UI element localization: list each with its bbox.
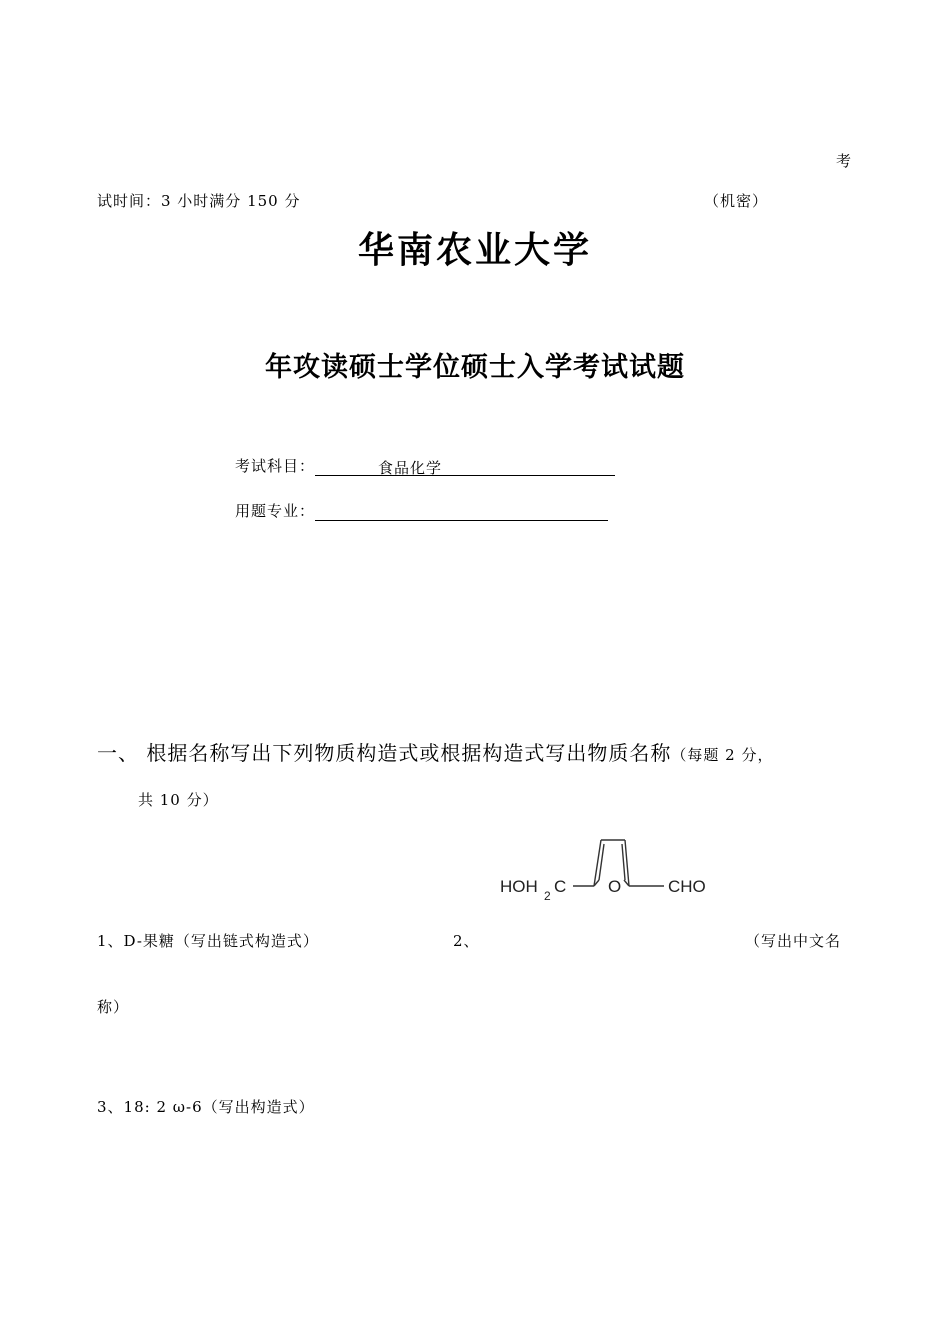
exam-time-info: 试时间：3 小时满分 150 分 bbox=[97, 192, 301, 210]
major-label: 用题专业： bbox=[235, 502, 316, 520]
section-1-note: （每题 2 分， bbox=[671, 746, 774, 764]
subject-value: 食品化学 bbox=[378, 459, 443, 477]
major-field bbox=[235, 500, 608, 521]
aldehyde-group-label: CHO bbox=[668, 877, 706, 896]
question-3: 3、18: 2 ω-6（写出构造式） bbox=[97, 1098, 315, 1116]
subject-field bbox=[235, 455, 615, 476]
section-1-heading bbox=[97, 737, 773, 766]
university-name: 华南农业大学 bbox=[357, 230, 592, 271]
section-1-note-cont: 共 10 分） bbox=[138, 791, 219, 809]
confidential-label: （机密） bbox=[704, 192, 769, 210]
section-1-title: 一、 根据名称写出下列物质构造式或根据构造式写出物质名称 bbox=[97, 741, 672, 765]
question-1: 1、D-果糖（写出链式构造式） bbox=[97, 932, 319, 950]
left-group-carbon: C bbox=[554, 877, 567, 896]
hmf-structure-diagram bbox=[498, 830, 718, 902]
question-2-note: （写出中文名 bbox=[745, 932, 842, 950]
subject-label: 考试科目： bbox=[235, 457, 316, 475]
question-2: 2、 bbox=[453, 932, 480, 950]
major-underline bbox=[315, 502, 608, 521]
subject-underline bbox=[315, 457, 615, 476]
question-2-note-end: 称） bbox=[97, 998, 130, 1016]
exam-title: 年攻读硕士学位硕士入学考试试题 bbox=[265, 352, 685, 383]
left-group-subscript: 2 bbox=[544, 889, 551, 902]
header-kao-char: 考 bbox=[836, 152, 853, 170]
ring-oxygen-label: O bbox=[608, 877, 622, 896]
left-group-label: HOH bbox=[500, 877, 538, 896]
